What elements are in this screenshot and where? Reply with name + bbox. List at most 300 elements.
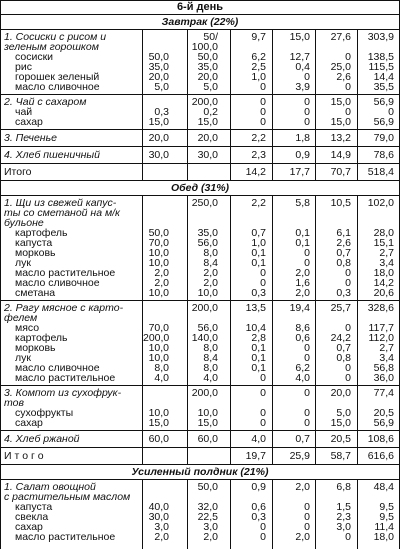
protein-value: 0 [260,372,266,384]
fat-value: 1,6 [295,277,310,289]
calories-value: 138,5 [367,51,394,63]
dish-name-cell [1,196,143,300]
dish-name-cell [1,386,143,430]
protein-value: 0,9 [251,481,266,493]
gross-weight-cell [143,480,188,549]
calories-cell [358,95,399,129]
dish-name-line: с растительным маслом [4,491,131,503]
fat-value: 2,0 [295,267,310,279]
gross-weight-value: 30,0 [148,511,169,523]
calories-value: 2,7 [379,342,394,354]
fat-cell [273,448,316,464]
gross-weight-value: 35,0 [148,61,169,73]
calories-value: 9,5 [379,511,394,523]
net-weight-value: 8,0 [203,342,218,354]
protein-value: 0 [260,277,266,289]
gross-weight-value: 60,0 [148,433,169,445]
net-weight-value: 10,0 [197,287,218,299]
fat-value: 0 [304,407,310,419]
fat-cell [273,30,316,94]
ingredient-name: масло сливочное [15,81,100,93]
calories-value: 9,5 [379,501,394,513]
carbohydrates-value: 1,5 [336,501,351,513]
total-label: И т о г о [4,450,44,462]
dish-name-line: ты со сметаной на м/к [4,207,121,219]
protein-value: 2,2 [251,132,266,144]
protein-value: 19,7 [245,450,266,462]
ingredient-name: масло сливочное [15,277,100,289]
gross-weight-value: 70,0 [148,322,169,334]
total-label-cell [1,448,143,464]
carbohydrates-value: 25,7 [330,302,351,314]
carbohydrates-cell [316,448,358,464]
protein-value: 1,0 [251,71,266,83]
fat-value: 0 [304,342,310,354]
net-weight-value: 20,0 [197,71,218,83]
fat-value: 2,0 [295,287,310,299]
carbohydrates-value: 0 [345,267,351,279]
calories-value: 328,6 [367,302,394,314]
ingredient-name: морковь [15,342,56,354]
ingredient-name: сахар [15,417,43,429]
calories-value: 115,5 [368,61,394,73]
protein-value: 0 [260,387,266,399]
carbohydrates-value: 20,0 [330,387,351,399]
dish-name-line: 1. Щи из свежей капус- [4,197,117,209]
gross-weight-cell [143,448,188,464]
calories-cell [358,480,399,549]
ingredient-name: сухофрукты [15,407,74,419]
fat-value: 0 [304,116,310,128]
net-weight-value: 8,4 [203,257,218,269]
calories-value: 15,1 [373,237,394,249]
carbohydrates-value: 3,0 [336,521,351,533]
fat-value: 0,4 [295,61,310,73]
carbohydrates-value: 25,0 [330,61,351,73]
day-title: 6-й день [1,1,399,15]
protein-cell [231,95,273,129]
calories-value: 20,5 [373,407,394,419]
calories-cell [358,164,399,180]
fat-value: 8,6 [295,322,310,334]
fat-value: 6,2 [295,362,310,374]
net-weight-value: 32,0 [197,501,218,513]
carbohydrates-cell [316,386,358,430]
protein-value: 6,2 [251,51,266,63]
net-weight-cell [188,164,231,180]
dish-name-line: 1. Сосиски с рисом и [4,31,107,43]
protein-value: 0 [260,521,266,533]
calories-value: 78,6 [373,149,394,161]
empty-line [143,208,169,218]
fat-value: 5,8 [295,197,310,209]
gross-weight-value: 10,0 [148,352,169,364]
calories-value: 35,5 [373,81,394,93]
protein-value: 0,1 [251,257,266,269]
carbohydrates-value: 15,0 [330,116,351,128]
protein-value: 0,1 [251,342,266,354]
carbohydrates-value: 10,5 [330,197,351,209]
net-weight-value: 0,2 [203,106,218,118]
net-weight-value: 10,0 [197,407,218,419]
fat-value: 4,0 [295,372,310,384]
dish-name-line: 4. Хлеб пшеничный [4,149,100,161]
protein-value: 0 [260,116,266,128]
net-weight-value: 15,0 [197,116,218,128]
calories-cell [358,196,399,300]
dish-name-cell [1,30,143,94]
net-weight-value: 50,0 [197,51,218,63]
fat-value: 2,0 [295,531,310,543]
calories-value: 108,6 [367,433,394,445]
protein-value: 0 [260,531,266,543]
dish-row [1,147,399,164]
dish-name-line: 1. Салат овощной [4,481,96,493]
protein-value: 0 [260,417,266,429]
fat-cell [273,164,316,180]
gross-weight-value: 0,3 [154,106,169,118]
fat-value: 2,0 [295,481,310,493]
net-weight-cell [188,196,231,300]
carbohydrates-value: 0 [345,322,351,334]
gross-weight-cell [143,95,188,129]
gross-weight-cell [143,301,188,385]
net-weight-value: 8,0 [203,362,218,374]
protein-value: 0,1 [251,247,266,259]
dish-row [1,196,399,301]
empty-line [188,451,218,461]
fat-cell [273,196,316,300]
fat-value: 3,9 [295,81,310,93]
protein-value: 2,2 [251,197,266,209]
ingredient-name: картофель [15,227,68,239]
dish-row [1,480,399,549]
fat-cell [273,386,316,430]
net-weight-value: 4,0 [203,372,218,384]
ingredient-name: капуста [15,501,53,513]
carbohydrates-value: 6,8 [336,481,351,493]
protein-cell [231,431,273,447]
carbohydrates-cell [316,196,358,300]
fat-value: 0,9 [295,149,310,161]
section-header: Обед (31%) [1,181,399,196]
net-weight-cell [188,130,231,146]
net-weight-cell [188,448,231,464]
carbohydrates-cell [316,431,358,447]
protein-value: 0 [260,267,266,279]
protein-cell [231,164,273,180]
net-weight-cell [188,301,231,385]
net-weight-cell [188,95,231,129]
empty-line [358,208,394,218]
dish-name-line: 2. Рагу мясное с карто- [4,302,124,314]
calories-value: 518,4 [367,166,394,178]
fat-value: 0 [304,247,310,259]
carbohydrates-value: 2,6 [336,71,351,83]
dish-row [1,431,399,448]
empty-line [188,167,218,177]
carbohydrates-cell [316,480,358,549]
calories-value: 77,4 [373,387,394,399]
gross-weight-cell [143,431,188,447]
ingredient-name: сметана [15,287,56,299]
protein-value: 0,7 [251,227,266,239]
protein-value: 9,7 [251,31,266,43]
section-header: Усиленный полдник (21%) [1,465,399,480]
gross-weight-value: 10,0 [148,247,169,259]
carbohydrates-value: 0,8 [336,257,351,269]
fat-cell [273,130,316,146]
protein-value: 2,5 [251,61,266,73]
carbohydrates-value: 70,7 [330,166,351,178]
fat-cell [273,431,316,447]
ingredient-name: рис [15,61,32,73]
protein-value: 14,2 [245,166,266,178]
net-weight-value: 100,0 [191,41,218,53]
fat-value: 0 [304,417,310,429]
fat-value: 0 [304,387,310,399]
net-weight-value: 2,0 [203,267,218,279]
ingredient-name: лук [15,352,31,364]
protein-value: 0 [260,407,266,419]
protein-value: 0 [260,106,266,118]
gross-weight-cell [143,30,188,94]
protein-cell [231,448,273,464]
ingredient-name: масло растительное [15,372,116,384]
gross-weight-cell [143,147,188,163]
empty-line [143,388,169,398]
calories-value: 28,0 [373,227,394,239]
empty-line [143,303,169,313]
net-weight-cell [188,431,231,447]
calories-value: 56,9 [373,96,394,108]
gross-weight-value: 40,0 [148,501,169,513]
ingredient-name: картофель [15,332,68,344]
calories-value: 0 [388,106,394,118]
fat-value: 0,7 [295,433,310,445]
protein-value: 1,0 [251,237,266,249]
net-weight-value: 60,0 [197,433,218,445]
dish-row [1,95,399,130]
total-row [1,448,399,465]
protein-value: 0,1 [251,362,266,374]
calories-value: 11,4 [374,521,394,533]
carbohydrates-value: 27,6 [330,31,351,43]
gross-weight-cell [143,386,188,430]
dish-row [1,386,399,431]
net-weight-value: 2,0 [203,531,218,543]
dish-row [1,301,399,386]
protein-value: 0,1 [251,352,266,364]
section-header: Завтрак (22%) [1,15,399,30]
gross-weight-value: 10,0 [148,287,169,299]
calories-value: 56,9 [373,417,394,429]
carbohydrates-cell [316,164,358,180]
gross-weight-value: 50,0 [148,227,169,239]
dish-name-line: 3. Печенье [4,132,57,144]
calories-cell [358,386,399,430]
fat-value: 25,9 [289,450,310,462]
dish-name-cell [1,147,143,163]
net-weight-value: 50/ [203,31,218,43]
empty-line [143,32,169,42]
ingredient-name: сахар [15,521,43,533]
carbohydrates-value: 15,0 [330,417,351,429]
carbohydrates-value: 0 [345,106,351,118]
carbohydrates-value: 6,1 [336,227,351,239]
fat-value: 0 [304,96,310,108]
carbohydrates-value: 58,7 [330,450,351,462]
protein-value: 2,8 [251,332,266,344]
dish-name-line: бульоне [4,217,44,229]
carbohydrates-value: 0,7 [336,247,351,259]
protein-value: 0,3 [251,287,266,299]
empty-line [143,482,169,492]
protein-cell [231,386,273,430]
net-weight-value: 35,0 [197,227,218,239]
carbohydrates-value: 14,9 [330,149,351,161]
dish-row [1,30,399,95]
dish-name-cell [1,130,143,146]
empty-line [143,451,169,461]
calories-value: 48,4 [373,481,394,493]
fat-cell [273,95,316,129]
gross-weight-value: 70,0 [148,237,169,249]
net-weight-value: 50,0 [197,481,218,493]
net-weight-value: 56,0 [197,322,218,334]
protein-value: 2,3 [251,149,266,161]
empty-line [143,198,169,208]
empty-line [143,167,169,177]
gross-weight-value: 2,0 [154,267,169,279]
ingredient-name: чай [15,106,33,118]
protein-cell [231,301,273,385]
fat-cell [273,480,316,549]
dish-name-line: 3. Компот из сухофрук- [4,387,122,399]
net-weight-value: 35,0 [197,61,218,73]
protein-value: 10,4 [245,322,266,334]
carbohydrates-value: 24,2 [330,332,351,344]
gross-weight-cell [143,164,188,180]
ingredient-name: горошек зеленый [15,71,100,83]
calories-cell [358,30,399,94]
fat-value: 15,0 [289,31,310,43]
net-weight-value: 250,0 [191,197,218,209]
dish-name-line: тов [4,397,24,409]
carbohydrates-value: 15,0 [330,96,351,108]
net-weight-value: 2,0 [203,277,218,289]
net-weight-cell [188,147,231,163]
protein-value: 0 [260,81,266,93]
gross-weight-value: 2,0 [154,531,169,543]
ingredient-name: свекла [15,511,49,523]
gross-weight-value: 5,0 [154,81,169,93]
calories-cell [358,130,399,146]
carbohydrates-value: 0 [345,277,351,289]
calories-value: 102,0 [367,197,394,209]
net-weight-value: 56,0 [197,237,218,249]
carbohydrates-cell [316,147,358,163]
protein-value: 13,5 [245,302,266,314]
calories-value: 3,4 [379,352,394,364]
calories-value: 14,2 [373,277,394,289]
ingredient-name: морковь [15,247,56,259]
net-weight-cell [188,30,231,94]
net-weight-value: 140,0 [191,332,218,344]
calories-value: 79,0 [373,132,394,144]
fat-value: 17,7 [289,166,310,178]
total-row [1,164,399,181]
calories-value: 3,4 [379,257,394,269]
total-label: Итого [4,166,32,178]
calories-cell [358,301,399,385]
carbohydrates-value: 0,8 [336,352,351,364]
carbohydrates-cell [316,301,358,385]
protein-value: 0,6 [251,501,266,513]
carbohydrates-value: 20,5 [330,433,351,445]
carbohydrates-value: 0 [345,531,351,543]
carbohydrates-cell [316,95,358,129]
fat-value: 12,7 [289,51,310,63]
protein-value: 0,3 [251,511,266,523]
calories-value: 20,6 [373,287,394,299]
carbohydrates-value: 0 [345,51,351,63]
dish-name-line: 2. Чай с сахаром [4,96,87,108]
gross-weight-value: 3,0 [154,521,169,533]
net-weight-value: 3,0 [203,521,218,533]
gross-weight-value: 20,0 [148,132,169,144]
carbohydrates-cell [316,130,358,146]
fat-cell [273,147,316,163]
ingredient-name: масло растительное [15,531,116,543]
total-label-cell [1,164,143,180]
net-weight-value: 20,0 [197,132,218,144]
carbohydrates-cell [316,30,358,94]
gross-weight-value: 10,0 [148,257,169,269]
calories-cell [358,431,399,447]
dish-row [1,130,399,147]
fat-value: 0,6 [295,332,310,344]
net-weight-value: 200,0 [191,387,218,399]
protein-value: 4,0 [251,433,266,445]
calories-value: 117,7 [368,322,394,334]
fat-cell [273,301,316,385]
calories-value: 616,6 [367,450,394,462]
calories-value: 18,0 [373,267,394,279]
calories-value: 14,4 [373,71,394,83]
fat-value: 19,4 [289,302,310,314]
calories-value: 56,9 [373,116,394,128]
carbohydrates-value: 0,7 [336,342,351,354]
ingredient-name: масло растительное [15,267,116,279]
net-weight-value: 5,0 [203,81,218,93]
gross-weight-value: 2,0 [154,277,169,289]
protein-cell [231,130,273,146]
calories-cell [358,448,399,464]
fat-value: 1,8 [295,132,310,144]
protein-cell [231,30,273,94]
protein-value: 0 [260,96,266,108]
calories-value: 18,0 [373,531,394,543]
gross-weight-value: 10,0 [148,407,169,419]
ingredient-name: капуста [15,237,53,249]
net-weight-value: 200,0 [191,302,218,314]
gross-weight-value: 15,0 [148,116,169,128]
dish-name-line: зеленым горошком [4,41,99,53]
carbohydrates-value: 13,2 [330,132,351,144]
net-weight-value: 15,0 [197,417,218,429]
protein-cell [231,147,273,163]
